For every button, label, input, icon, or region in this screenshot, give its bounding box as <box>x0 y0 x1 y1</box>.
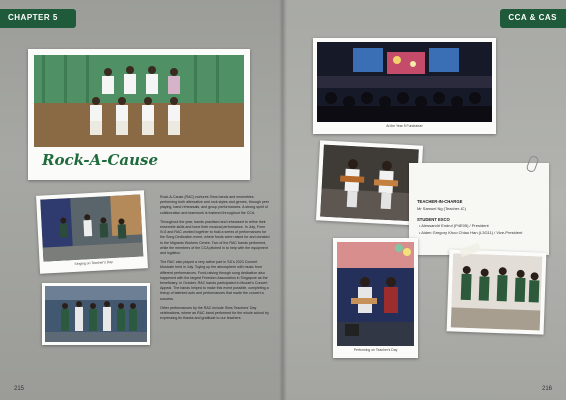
concert-illustration <box>317 42 492 122</box>
group-photo-illustration <box>34 55 244 147</box>
performance-photo-card <box>333 238 418 358</box>
student-exco-heading: STUDENT EXCO <box>417 217 450 222</box>
concert-photo-card <box>313 38 496 134</box>
concert-photo <box>317 42 492 122</box>
chapter-tab-left <box>0 9 76 28</box>
students-photo <box>451 253 543 330</box>
exco-member-1: • Alessandri Endrul (P4E05) / President <box>419 223 489 228</box>
chapter-label-left: CHAPTER 5 <box>8 13 58 22</box>
group-photo <box>34 55 244 147</box>
exco-member-2: • Aiden Gregory Khoo Chiao Han (L3G11) / Vice-President <box>419 230 523 235</box>
performance-caption: Performing on Teacher's Day <box>353 348 398 352</box>
book-gutter <box>279 0 287 400</box>
guitarists-photo-card <box>316 140 423 225</box>
ensemble-illustration <box>45 286 147 342</box>
teachers-day-photo-card <box>36 190 148 274</box>
teacher-in-charge-heading: TEACHER-IN-CHARGE <box>417 199 463 204</box>
performance-photo <box>337 242 414 346</box>
teachers-day-illustration <box>40 194 143 261</box>
performance-illustration <box>337 242 414 346</box>
article-paragraph-3: The RAC also played a very active part in SJI's 2023 Concert Musicale held in July. Toying up the atmosphere with music from different performances. Fund-raising through song dedication also happened with the largest Freedom Association in Singapore as the beneficiary. In October, RAC bands participated in Mozart's Concert Appeal. The bands helped to make this event possible, completing a lineup of talented acts and performances that made the concert a success. <box>160 260 269 301</box>
article-paragraph-1: Rock-A-Cause (RAC) nurtures Sims bands and ensembles performing both alternative and rock styles and genres, through peer playing, band rehearsals, and group performances. A strong spirit of collaboration and teamwork is fostered throughout the CCA. <box>160 195 270 215</box>
students-photo-card <box>447 249 547 334</box>
teachers-day-caption: Singing on Teacher's Day <box>74 259 113 266</box>
article-paragraph-2: Throughout the year, bands practised and rehearsed to refine their ensemble skills and hone their musical performance. In July, Form IV-6 and RAC worked together to hold a series of performances for the Song Dedication event, where funds were raised for and donated to the Migrants Workers Centre. Two of the RAC bands performed, while the members of the CCA pitched in to help with the equipment and logistics. <box>160 219 270 256</box>
students-illustration <box>451 253 543 330</box>
page-number-left: 215 <box>14 386 25 392</box>
page-number-right: 216 <box>541 386 552 392</box>
ensemble-photo-card <box>42 283 150 345</box>
guitarists-photo <box>320 145 419 222</box>
guitarists-illustration <box>320 145 419 222</box>
cca-info-card <box>409 163 549 255</box>
ensemble-photo <box>45 286 147 342</box>
cca-title: Rock-A-Cause <box>42 151 159 169</box>
article-body <box>160 195 270 325</box>
exco-member-1-text: Alessandri Endrul (P4E05) / President <box>421 223 489 228</box>
chapter-label-right: CCA & CAS <box>508 13 557 22</box>
teachers-day-photo <box>40 194 143 261</box>
chapter-tab-right <box>500 9 566 28</box>
exco-member-2-text: Aiden Gregory Khoo Chiao Han (L3G11) / Vice-President <box>421 230 523 235</box>
concert-caption: At the Year 5 Fundraiser <box>386 124 423 128</box>
article-paragraph-4: Other performances by the RAC include Sims Teachers' Day celebrations, where an RAC band performed for the whole school by expressing its thanks and gratitude to our teachers. <box>160 305 269 321</box>
teacher-in-charge-name: Mr Samuel Ng (Teacher-IC) <box>417 206 466 211</box>
